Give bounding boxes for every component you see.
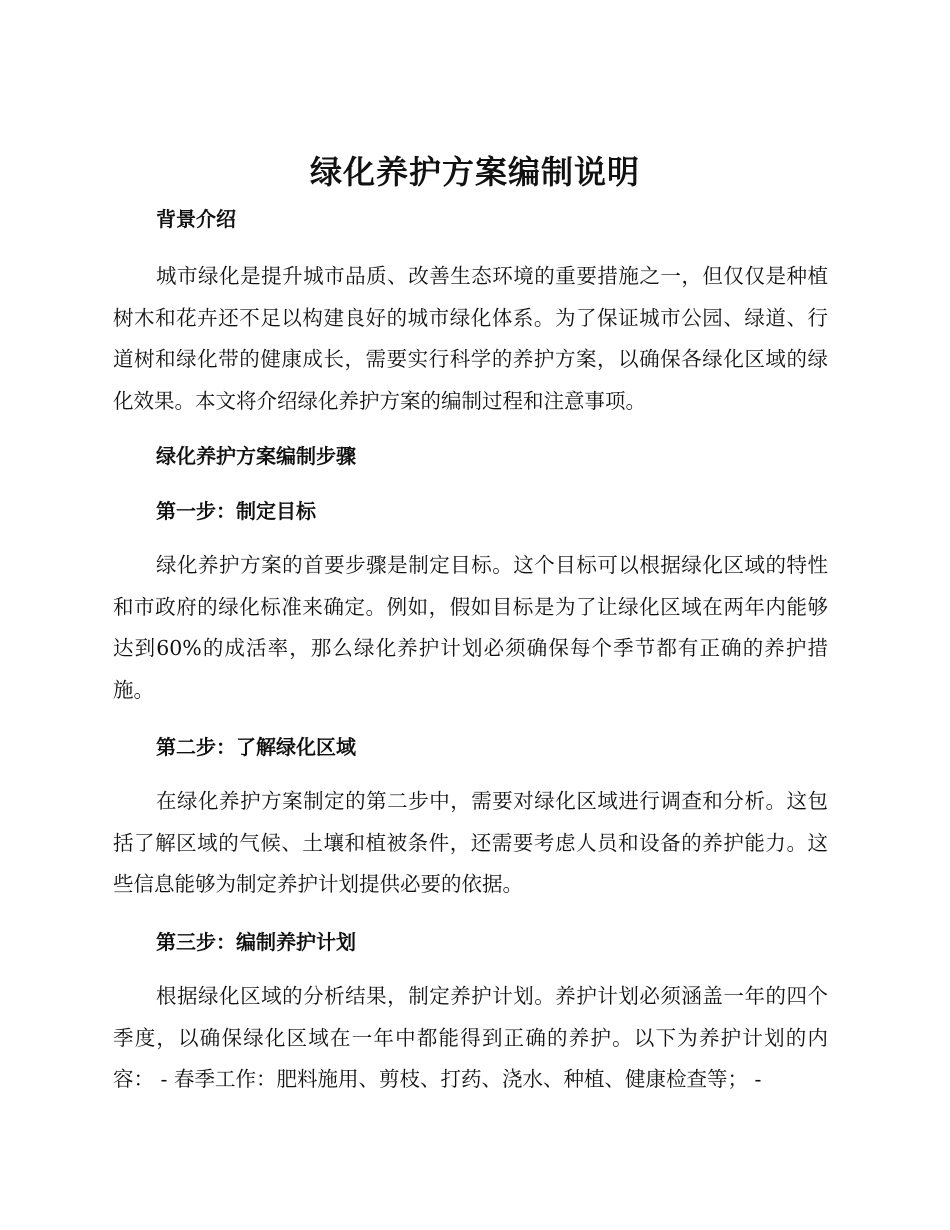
paragraph-step-two: 在绿化养护方案制定的第二步中，需要对绿化区域进行调查和分析。这包括了解区域的气候、土壤和植被条件，还需要考虑人员和设备的养护能力。这些信息能够为制定养护计划提供必要的依据。 xyxy=(113,789,828,896)
paragraph-background: 城市绿化是提升城市品质、改善生态环境的重要措施之一，但仅仅是种植树木和花卉还不足以构建良好的城市绿化体系。为了保证城市公园、绿道、行道树和绿化带的健康成长，需要实行科学的养护方案，以确保各绿化区域的绿化效果。本文将介绍绿化养护方案的编制过程和注意事项。 xyxy=(113,264,828,413)
section-heading-step-one: 第一步：制定目标 xyxy=(156,499,316,523)
document-title: 绿化养护方案编制说明 xyxy=(309,153,640,191)
paragraph-step-three: 根据绿化区域的分析结果，制定养护计划。养护计划必须涵盖一年的四个季度，以确保绿化区域在一年中都能得到正确的养护。以下为养护计划的内容： - 春季工作：肥料施用、剪枝、打药、浇水、种植、健康检查等； - xyxy=(113,984,828,1091)
section-heading-steps: 绿化养护方案编制步骤 xyxy=(156,444,356,468)
section-heading-background: 背景介绍 xyxy=(156,207,236,231)
section-heading-step-three: 第三步：编制养护计划 xyxy=(156,930,356,954)
section-heading-step-two: 第二步：了解绿化区域 xyxy=(156,735,356,759)
paragraph-step-one: 绿化养护方案的首要步骤是制定目标。这个目标可以根据绿化区域的特性和市政府的绿化标准来确定。例如，假如目标是为了让绿化区域在两年内能够达到60%的成活率，那么绿化养护计划必须确保每个季节都有正确的养护措施。 xyxy=(113,553,828,702)
